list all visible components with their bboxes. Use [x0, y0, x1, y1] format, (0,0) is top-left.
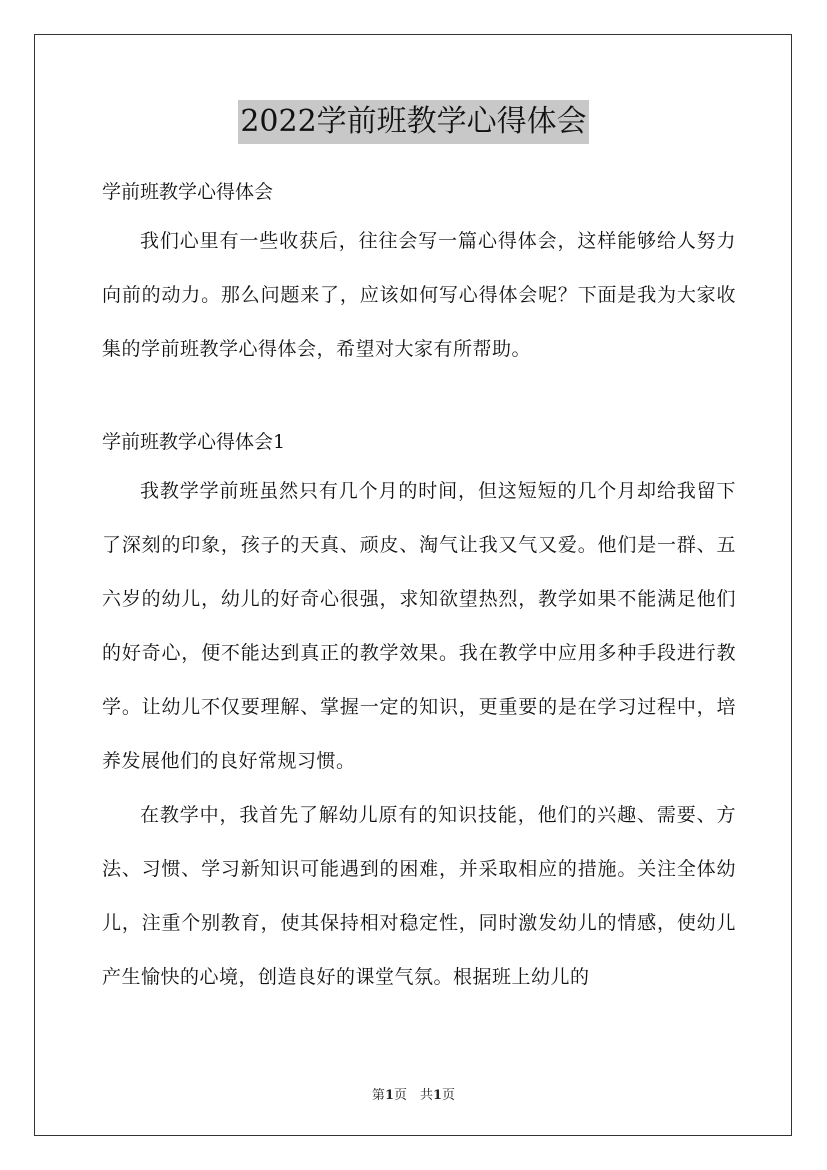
body-paragraph-2: 在教学中，我首先了解幼儿原有的知识技能，他们的兴趣、需要、方法、习惯、学习新知识可能遇到的困难，并采取相应的措施。关注全体幼儿，注重个别教育，使其保持相对稳定性，同时激发幼儿的情感，使幼儿产生愉快的心境，创造良好的课堂气氛。根据班上幼儿的: [102, 804, 736, 988]
title-container: [0, 100, 827, 144]
body-paragraph-1: 我教学学前班虽然只有几个月的时间，但这短短的几个月却给我留下了深刻的印象，孩子的天真、顽皮、淘气让我又气又爱。他们是一群、五六岁的幼儿，幼儿的好奇心很强，求知欲望热烈，教学如果不能满足他们的好奇心，便不能达到真正的教学效果。我在教学中应用多种手段进行教学。让幼儿不仅要理解、掌握一定的知识，更重要的是在学习过程中，培养发展他们的良好常规习惯。: [102, 480, 736, 772]
section-heading: 学前班教学心得体会1: [102, 431, 286, 453]
intro-heading: 学前班教学心得体会: [102, 181, 274, 203]
footer-page-current: 1: [384, 1088, 394, 1103]
footer-page-total: 1: [433, 1088, 443, 1103]
intro-paragraph: 我们心里有一些收获后，往往会写一篇心得体会，这样能够给人努力向前的动力。那么问题来了，应该如何写心得体会呢？下面是我为大家收集的学前班教学心得体会，希望对大家有所帮助。: [102, 230, 736, 360]
page-footer: [0, 1084, 827, 1103]
footer-page-prefix: 第: [371, 1088, 385, 1103]
document-title: 2022学前班教学心得体会: [238, 100, 588, 144]
section-gap: [102, 376, 736, 420]
footer-page-mid: 页 共: [393, 1088, 433, 1103]
footer-page-suffix: 页: [442, 1088, 456, 1103]
document-body: [102, 170, 736, 1004]
